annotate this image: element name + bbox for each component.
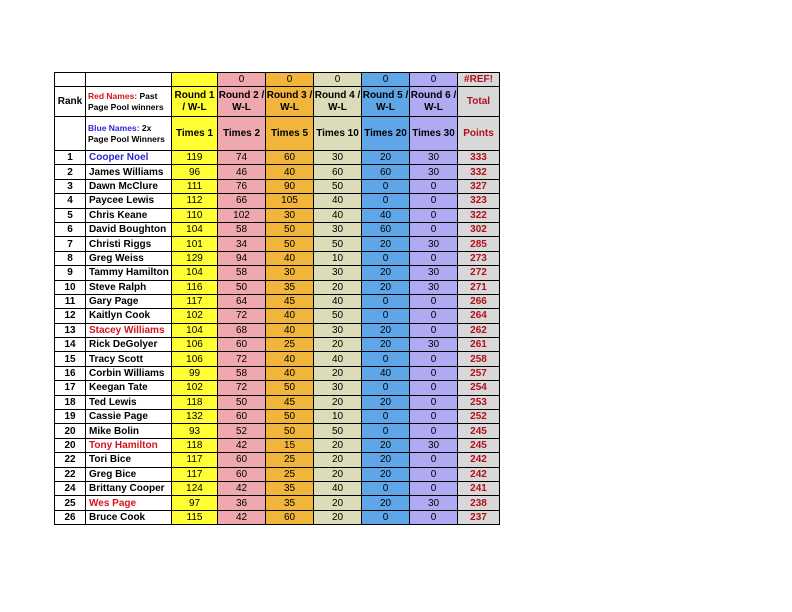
round5-score: 0: [362, 179, 410, 193]
round4-score: 50: [314, 424, 362, 438]
rank-cell: 5: [55, 208, 86, 222]
round6-score: 0: [410, 467, 458, 481]
round1-score: 132: [172, 410, 218, 424]
blank-cell: [86, 73, 172, 87]
round5-score: 20: [362, 496, 410, 510]
player-name: Stacey Williams: [86, 323, 172, 337]
rank-cell: 10: [55, 280, 86, 294]
rank-cell: 9: [55, 266, 86, 280]
table-row: [55, 165, 500, 179]
table-row: [55, 352, 500, 366]
round1-header: Round 1 / W-L: [172, 87, 218, 117]
round3-score: 40: [266, 323, 314, 337]
round3-score: 50: [266, 381, 314, 395]
round4-top-value: 0: [314, 73, 362, 87]
total-points: 333: [458, 151, 500, 165]
round2-score: 58: [218, 266, 266, 280]
player-name: David Boughton: [86, 222, 172, 236]
round2-score: 42: [218, 438, 266, 452]
round5-score: 60: [362, 165, 410, 179]
round3-score: 35: [266, 280, 314, 294]
table-row: [55, 309, 500, 323]
round5-score: 0: [362, 381, 410, 395]
round4-score: 20: [314, 467, 362, 481]
player-name: Greg Bice: [86, 467, 172, 481]
round2-score: 50: [218, 395, 266, 409]
round4-score: 20: [314, 453, 362, 467]
round5-score: 20: [362, 467, 410, 481]
table-row: [55, 395, 500, 409]
total-points: 266: [458, 294, 500, 308]
round2-header: Round 2 / W-L: [218, 87, 266, 117]
table-row: [55, 280, 500, 294]
round2-score: 36: [218, 496, 266, 510]
round1-multiplier: Times 1: [172, 117, 218, 151]
total-points: 302: [458, 222, 500, 236]
round4-score: 30: [314, 323, 362, 337]
rank-cell: 16: [55, 366, 86, 380]
total-points: 332: [458, 165, 500, 179]
round4-header: Round 4 / W-L: [314, 87, 362, 117]
table-row: [55, 208, 500, 222]
table-row: [55, 481, 500, 495]
round3-score: 45: [266, 294, 314, 308]
round5-header: Round 5 / W-L: [362, 87, 410, 117]
round4-score: 10: [314, 410, 362, 424]
round1-score: 102: [172, 381, 218, 395]
total-points: 261: [458, 338, 500, 352]
round1-score: 102: [172, 309, 218, 323]
round5-score: 0: [362, 424, 410, 438]
round4-score: 50: [314, 179, 362, 193]
total-points: 327: [458, 179, 500, 193]
round4-score: 20: [314, 280, 362, 294]
round3-score: 45: [266, 395, 314, 409]
round2-score: 46: [218, 165, 266, 179]
round6-score: 0: [410, 424, 458, 438]
rank-cell: 19: [55, 410, 86, 424]
round4-score: 50: [314, 237, 362, 251]
round1-score: 104: [172, 323, 218, 337]
round6-score: 0: [410, 410, 458, 424]
round3-score: 40: [266, 309, 314, 323]
player-name: Ted Lewis: [86, 395, 172, 409]
round4-score: 50: [314, 309, 362, 323]
rank-cell: 20: [55, 424, 86, 438]
round4-score: 20: [314, 395, 362, 409]
blue-note-label: Blue Names:: [88, 122, 140, 133]
round5-score: 40: [362, 208, 410, 222]
round3-header: Round 3 / W-L: [266, 87, 314, 117]
round6-score: 0: [410, 366, 458, 380]
round6-score: 0: [410, 194, 458, 208]
round3-score: 25: [266, 338, 314, 352]
rank-cell: 22: [55, 467, 86, 481]
multiplier-row: [55, 117, 500, 151]
points-header: Points: [458, 117, 500, 151]
table-row: [55, 237, 500, 251]
round3-multiplier: Times 5: [266, 117, 314, 151]
round5-score: 0: [362, 410, 410, 424]
rank-cell: 26: [55, 510, 86, 524]
round2-score: 72: [218, 381, 266, 395]
round4-score: 20: [314, 366, 362, 380]
table-row: [55, 510, 500, 524]
player-name: Tracy Scott: [86, 352, 172, 366]
table-row: [55, 266, 500, 280]
rank-cell: 14: [55, 338, 86, 352]
total-points: 242: [458, 467, 500, 481]
round1-score: 96: [172, 165, 218, 179]
round5-score: 0: [362, 194, 410, 208]
table-row: [55, 366, 500, 380]
round6-score: 30: [410, 151, 458, 165]
round1-score: 106: [172, 352, 218, 366]
total-points: 273: [458, 251, 500, 265]
round6-score: 0: [410, 352, 458, 366]
round5-score: 20: [362, 438, 410, 452]
rank-cell: 18: [55, 395, 86, 409]
round1-score: 115: [172, 510, 218, 524]
round5-score: 20: [362, 323, 410, 337]
rank-cell: 7: [55, 237, 86, 251]
round3-score: 30: [266, 266, 314, 280]
table-row: [55, 194, 500, 208]
round1-score: 124: [172, 481, 218, 495]
round5-score: 0: [362, 309, 410, 323]
round2-score: 34: [218, 237, 266, 251]
round1-score: 104: [172, 222, 218, 236]
total-points: 262: [458, 323, 500, 337]
player-name: Keegan Tate: [86, 381, 172, 395]
round6-score: 0: [410, 381, 458, 395]
player-name: Bruce Cook: [86, 510, 172, 524]
round-header-row: [55, 87, 500, 117]
round5-score: 0: [362, 481, 410, 495]
round3-score: 50: [266, 222, 314, 236]
round2-score: 102: [218, 208, 266, 222]
total-points: 253: [458, 395, 500, 409]
round6-score: 30: [410, 338, 458, 352]
round1-score: 97: [172, 496, 218, 510]
player-name: Rick DeGolyer: [86, 338, 172, 352]
rank-header: Rank: [55, 87, 86, 117]
round3-score: 90: [266, 179, 314, 193]
round5-score: 0: [362, 251, 410, 265]
round2-score: 58: [218, 366, 266, 380]
standings-table: [54, 72, 500, 525]
round2-score: 60: [218, 453, 266, 467]
round2-score: 58: [218, 222, 266, 236]
rank-cell: 1: [55, 151, 86, 165]
round1-score: 118: [172, 395, 218, 409]
rank-cell: 3: [55, 179, 86, 193]
round1-score: 116: [172, 280, 218, 294]
round3-score: 50: [266, 410, 314, 424]
total-points: 241: [458, 481, 500, 495]
round5-score: 20: [362, 280, 410, 294]
player-name: Kaitlyn Cook: [86, 309, 172, 323]
round6-score: 30: [410, 165, 458, 179]
round1-score: 104: [172, 266, 218, 280]
blank-cell: [55, 117, 86, 151]
player-name: Mike Bolin: [86, 424, 172, 438]
round1-score: 111: [172, 179, 218, 193]
red-note-label: Red Names:: [88, 90, 138, 101]
round6-score: 30: [410, 438, 458, 452]
round4-score: 20: [314, 338, 362, 352]
table-row: [55, 438, 500, 452]
rank-cell: 2: [55, 165, 86, 179]
round4-score: 30: [314, 266, 362, 280]
total-points: 285: [458, 237, 500, 251]
blue-note-text: 2x Page Pool Winners: [88, 122, 165, 144]
player-name: Cooper Noel: [86, 151, 172, 165]
round1-score: 99: [172, 366, 218, 380]
round6-score: 0: [410, 510, 458, 524]
total-points: 242: [458, 453, 500, 467]
round1-score: 117: [172, 453, 218, 467]
player-name: Dawn McClure: [86, 179, 172, 193]
top-values-row: [55, 73, 500, 87]
total-points: 264: [458, 309, 500, 323]
round6-score: 0: [410, 294, 458, 308]
round6-score: 0: [410, 453, 458, 467]
table-row: [55, 467, 500, 481]
round5-score: 0: [362, 294, 410, 308]
round3-score: 35: [266, 481, 314, 495]
table-row: [55, 381, 500, 395]
round6-multiplier: Times 30: [410, 117, 458, 151]
round5-score: 20: [362, 395, 410, 409]
round1-score: 110: [172, 208, 218, 222]
blank-cell: [172, 73, 218, 87]
round3-score: 50: [266, 424, 314, 438]
blank-cell: [55, 73, 86, 87]
round2-score: 72: [218, 352, 266, 366]
round1-score: 93: [172, 424, 218, 438]
total-points: 237: [458, 510, 500, 524]
round6-score: 30: [410, 280, 458, 294]
round2-score: 66: [218, 194, 266, 208]
rank-cell: 12: [55, 309, 86, 323]
round2-multiplier: Times 2: [218, 117, 266, 151]
round3-score: 105: [266, 194, 314, 208]
round2-score: 50: [218, 280, 266, 294]
round4-multiplier: Times 10: [314, 117, 362, 151]
rank-cell: 4: [55, 194, 86, 208]
round4-score: 30: [314, 151, 362, 165]
round3-score: 40: [266, 352, 314, 366]
rank-cell: 24: [55, 481, 86, 495]
round6-score: 0: [410, 323, 458, 337]
table-row: [55, 251, 500, 265]
player-name: Corbin Williams: [86, 366, 172, 380]
round4-score: 40: [314, 352, 362, 366]
table-row: [55, 222, 500, 236]
round6-header: Round 6 / W-L: [410, 87, 458, 117]
blue-names-note: [86, 117, 172, 151]
round2-score: 60: [218, 338, 266, 352]
round4-score: 40: [314, 194, 362, 208]
round6-score: 30: [410, 237, 458, 251]
round5-top-value: 0: [362, 73, 410, 87]
round1-score: 106: [172, 338, 218, 352]
round3-score: 40: [266, 165, 314, 179]
total-points: 254: [458, 381, 500, 395]
round6-score: 0: [410, 251, 458, 265]
table-row: [55, 323, 500, 337]
round6-score: 0: [410, 179, 458, 193]
player-name: Wes Page: [86, 496, 172, 510]
round2-score: 74: [218, 151, 266, 165]
round3-score: 25: [266, 467, 314, 481]
round3-score: 60: [266, 151, 314, 165]
rank-cell: 15: [55, 352, 86, 366]
round5-score: 0: [362, 510, 410, 524]
red-names-note: [86, 87, 172, 117]
round6-score: 0: [410, 222, 458, 236]
player-name: Tony Hamilton: [86, 438, 172, 452]
rank-cell: 8: [55, 251, 86, 265]
round5-score: 20: [362, 237, 410, 251]
round3-score: 15: [266, 438, 314, 452]
table-row: [55, 338, 500, 352]
player-name: Chris Keane: [86, 208, 172, 222]
round4-score: 20: [314, 496, 362, 510]
round2-score: 60: [218, 410, 266, 424]
round3-top-value: 0: [266, 73, 314, 87]
round2-score: 72: [218, 309, 266, 323]
round1-score: 117: [172, 294, 218, 308]
round3-score: 30: [266, 208, 314, 222]
table-row: [55, 424, 500, 438]
round3-score: 35: [266, 496, 314, 510]
round4-score: 10: [314, 251, 362, 265]
round6-score: 0: [410, 481, 458, 495]
round6-score: 30: [410, 266, 458, 280]
round5-score: 40: [362, 366, 410, 380]
table-row: [55, 151, 500, 165]
player-name: Greg Weiss: [86, 251, 172, 265]
round2-score: 52: [218, 424, 266, 438]
round5-score: 20: [362, 266, 410, 280]
player-name: Paycee Lewis: [86, 194, 172, 208]
player-name: Tori Bice: [86, 453, 172, 467]
red-note-text: Past Page Pool winners: [88, 90, 164, 112]
round2-score: 42: [218, 481, 266, 495]
round2-score: 94: [218, 251, 266, 265]
total-points: 252: [458, 410, 500, 424]
rank-cell: 20: [55, 438, 86, 452]
round1-score: 112: [172, 194, 218, 208]
round5-score: 20: [362, 453, 410, 467]
round4-score: 40: [314, 481, 362, 495]
player-name: Tammy Hamilton: [86, 266, 172, 280]
round3-score: 50: [266, 237, 314, 251]
round4-score: 60: [314, 165, 362, 179]
round4-score: 20: [314, 510, 362, 524]
total-points: 271: [458, 280, 500, 294]
round4-score: 30: [314, 381, 362, 395]
round5-multiplier: Times 20: [362, 117, 410, 151]
round1-score: 117: [172, 467, 218, 481]
total-points: 258: [458, 352, 500, 366]
round4-score: 40: [314, 294, 362, 308]
player-name: Cassie Page: [86, 410, 172, 424]
total-points: 323: [458, 194, 500, 208]
rank-cell: 25: [55, 496, 86, 510]
round1-score: 129: [172, 251, 218, 265]
total-header: Total: [458, 87, 500, 117]
round1-score: 119: [172, 151, 218, 165]
round3-score: 40: [266, 251, 314, 265]
round6-top-value: 0: [410, 73, 458, 87]
round3-score: 25: [266, 453, 314, 467]
round3-score: 40: [266, 366, 314, 380]
table-row: [55, 496, 500, 510]
round2-score: 76: [218, 179, 266, 193]
round5-score: 20: [362, 338, 410, 352]
total-points: 272: [458, 266, 500, 280]
round5-score: 20: [362, 151, 410, 165]
total-points: 322: [458, 208, 500, 222]
round2-top-value: 0: [218, 73, 266, 87]
round2-score: 42: [218, 510, 266, 524]
table-row: [55, 453, 500, 467]
total-top-value: #REF!: [458, 73, 500, 87]
round6-score: 0: [410, 208, 458, 222]
round4-score: 40: [314, 208, 362, 222]
rank-cell: 13: [55, 323, 86, 337]
table-row: [55, 294, 500, 308]
round2-score: 60: [218, 467, 266, 481]
total-points: 245: [458, 424, 500, 438]
round5-score: 0: [362, 352, 410, 366]
player-name: Gary Page: [86, 294, 172, 308]
round3-score: 60: [266, 510, 314, 524]
table-row: [55, 179, 500, 193]
round6-score: 0: [410, 395, 458, 409]
rank-cell: 6: [55, 222, 86, 236]
round2-score: 68: [218, 323, 266, 337]
player-name: Brittany Cooper: [86, 481, 172, 495]
table-row: [55, 410, 500, 424]
rank-cell: 11: [55, 294, 86, 308]
round6-score: 30: [410, 496, 458, 510]
player-name: James Williams: [86, 165, 172, 179]
round4-score: 20: [314, 438, 362, 452]
total-points: 257: [458, 366, 500, 380]
player-name: Christi Riggs: [86, 237, 172, 251]
round4-score: 30: [314, 222, 362, 236]
rank-cell: 17: [55, 381, 86, 395]
round2-score: 64: [218, 294, 266, 308]
player-name: Steve Ralph: [86, 280, 172, 294]
round5-score: 60: [362, 222, 410, 236]
total-points: 238: [458, 496, 500, 510]
rank-cell: 22: [55, 453, 86, 467]
round1-score: 101: [172, 237, 218, 251]
round6-score: 0: [410, 309, 458, 323]
total-points: 245: [458, 438, 500, 452]
round1-score: 118: [172, 438, 218, 452]
